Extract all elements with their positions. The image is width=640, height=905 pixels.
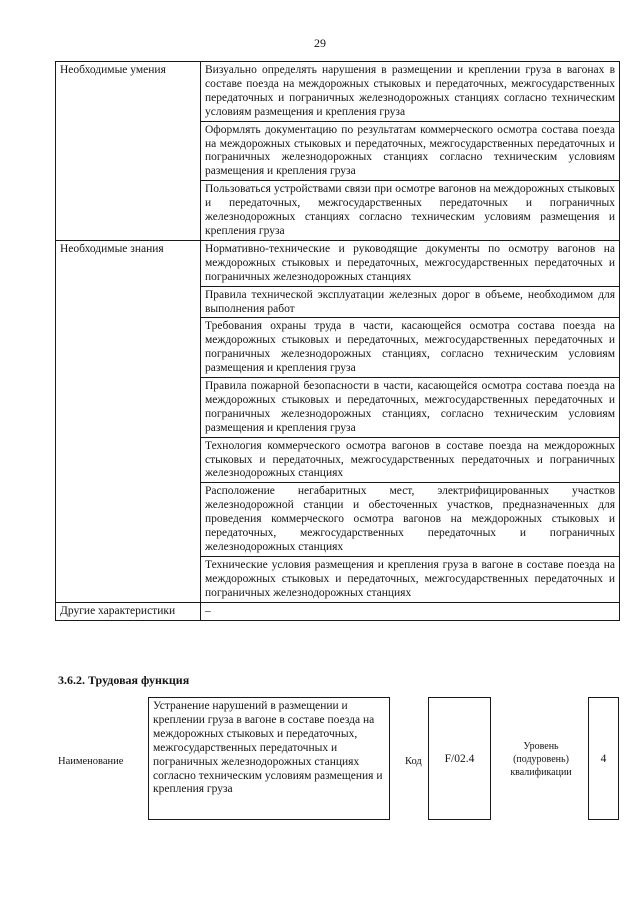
table-cell: Визуально определять нарушения в размещении и креплении груза в вагонах в составе поезда на междорожных стыковых и передаточных, межгосударственных передаточных и пограничных железнодорожных станциях согласно техническим условиям размещения и крепления груза (201, 62, 620, 122)
qualification-level-label: Уровень (подуровень) квалификации (510, 741, 572, 778)
function-name-box: Устранение нарушений в размещении и креплении груза в вагоне в составе поезда на междорожных стыковых и передаточных, межгосударственных передаточных и пограничных железнодорожных станциях согласно техническим условиям размещения и крепления груза (148, 697, 390, 820)
table-cell: Технические условия размещения и крепления груза в вагоне в составе поезда на междорожных стыковых и передаточных, межгосударственных передаточных и пограничных железнодорожных станциях (201, 556, 620, 602)
table-cell: Требования охраны труда в части, касающейся осмотра состава поезда на междорожных стыковых и передаточных, межгосударственных передаточных и пограничных железнодорожных станциях, согласно техническим условиям размещения и крепления груза (201, 318, 620, 378)
table-cell: Пользоваться устройствами связи при осмотре вагонов на междорожных стыковых и передаточных, межгосударственных передаточных и пограничных железнодорожных станциях согласно техническим условиям размещения и крепления груза (201, 181, 620, 241)
table-row (56, 602, 620, 620)
name-label: Наименование (58, 756, 124, 767)
table-cell: Нормативно-технические и руководящие документы по осмотру вагонов на междорожных стыковых и передаточных, межгосударственных передаточных и пограничных железнодорожных станциях (201, 240, 620, 286)
row-label-skills: Необходимые умения (56, 62, 201, 241)
table-cell: Технология коммерческого осмотра вагонов в составе поезда на междорожных стыковых и передаточных, межгосударственных передаточных и пограничных железнодорожных станциях (201, 437, 620, 483)
table-cell: Оформлять документацию по результатам коммерческого осмотра состава поезда на междорожных стыковых и передаточных, межгосударственных передаточных и пограничных железнодорожных станциях согласно техническим условиям размещения и крепления груза (201, 121, 620, 181)
row-label-other: Другие характеристики (56, 602, 201, 620)
row-label-knowledge: Необходимые знания (56, 240, 201, 602)
requirements-table (55, 61, 620, 621)
code-label: Код (405, 756, 422, 767)
code-box: F/02.4 (428, 697, 491, 820)
table-cell: Правила пожарной безопасности в части, касающейся осмотра состава поезда на междорожных стыковых и передаточных, межгосударственных передаточных и пограничных железнодорожных станциях, согласно техническим условиям размещения и крепления груза (201, 378, 620, 438)
table-cell: Правила технической эксплуатации железных дорог в объеме, необходимом для выполнения работ (201, 286, 620, 318)
page-number: 29 (314, 36, 326, 50)
table-cell: Расположение негабаритных мест, электрифицированных участков железнодорожной станции и обесточенных участков, предназначенных для проведения коммерческого осмотра вагонов на междорожных стыковых и передаточных, межгосударственных передаточных и пограничных железнодорожных станциях (201, 483, 620, 557)
table-cell: – (201, 602, 620, 620)
table-row (56, 62, 620, 122)
qualification-level-box: 4 (588, 697, 619, 820)
table-row (56, 240, 620, 286)
section-title: 3.6.2. Трудовая функция (58, 673, 190, 687)
